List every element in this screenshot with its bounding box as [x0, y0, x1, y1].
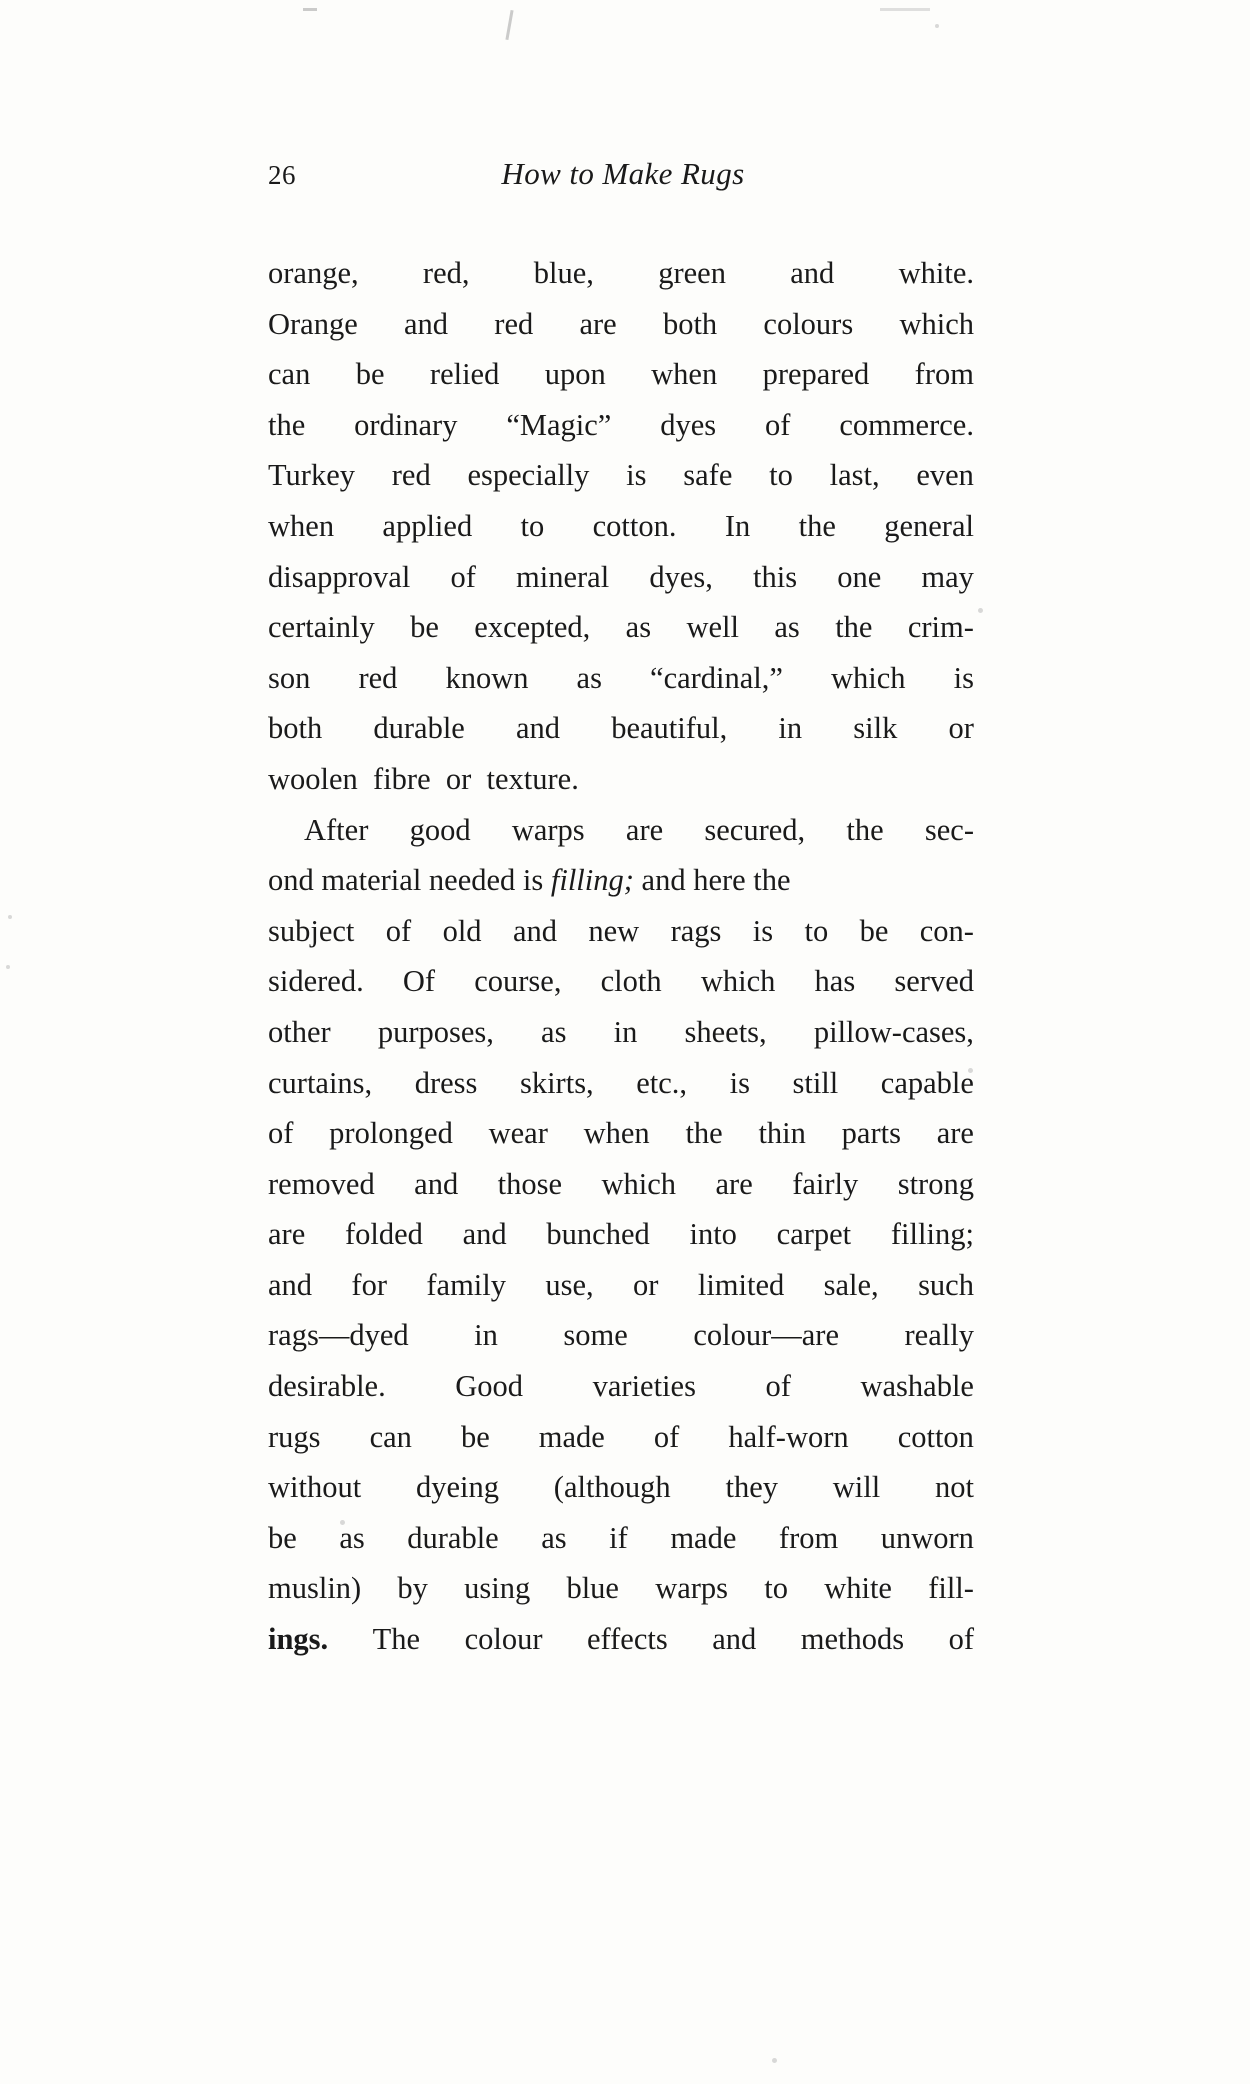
word: the	[846, 812, 884, 847]
word: last,	[829, 458, 880, 493]
word: which	[601, 1166, 677, 1201]
word: really	[904, 1318, 974, 1353]
word: as	[625, 610, 652, 645]
word: varieties	[592, 1369, 696, 1404]
text-line	[268, 1260, 974, 1311]
word: those	[497, 1166, 563, 1201]
word: into	[689, 1217, 737, 1252]
word: when	[268, 508, 335, 543]
word: can	[268, 357, 311, 392]
scan-artifact	[935, 24, 939, 28]
word: unworn	[880, 1520, 974, 1555]
word: thin	[758, 1116, 806, 1151]
word: to	[804, 913, 829, 948]
text-line	[268, 400, 974, 451]
word: is	[752, 913, 774, 948]
word: desirable.	[268, 1369, 386, 1404]
word: cotton	[897, 1419, 974, 1454]
word: especially	[467, 458, 590, 493]
word: as	[339, 1520, 365, 1555]
word: red	[494, 306, 534, 341]
word: and	[790, 256, 835, 290]
text-line	[268, 1462, 974, 1513]
word: crim-	[907, 610, 974, 645]
word: of	[385, 913, 412, 948]
word: and	[414, 1166, 459, 1201]
word: silk	[853, 711, 898, 746]
word: Of	[402, 964, 436, 999]
text-line	[268, 1513, 974, 1564]
word: in	[474, 1318, 498, 1353]
word: The	[372, 1622, 421, 1657]
word: In	[724, 508, 751, 543]
word: blue,	[533, 256, 594, 290]
word: of	[450, 559, 476, 594]
word: rags	[670, 913, 722, 948]
word: course,	[474, 964, 562, 999]
word: old	[442, 913, 482, 948]
word: Good	[455, 1369, 524, 1404]
text-line	[268, 552, 974, 603]
word: well	[686, 610, 739, 645]
word: folded	[344, 1217, 423, 1252]
text-line	[268, 653, 974, 704]
word: curtains,	[268, 1065, 373, 1100]
word: has	[814, 964, 856, 999]
word: etc.,	[636, 1065, 688, 1100]
word: dyeing	[415, 1470, 499, 1505]
word: which	[831, 660, 906, 695]
word: even	[916, 458, 974, 493]
word: by	[397, 1571, 428, 1606]
word: purposes,	[377, 1014, 494, 1049]
word: pillow-cases,	[813, 1014, 974, 1049]
word: sidered.	[268, 964, 364, 999]
word: in	[613, 1014, 638, 1049]
paragraph	[268, 248, 974, 805]
word: strong	[897, 1166, 974, 1201]
word: family	[426, 1267, 506, 1302]
word: colour—are	[693, 1318, 839, 1353]
word: still	[792, 1065, 839, 1100]
word: half-worn	[728, 1419, 849, 1454]
word: cotton.	[592, 508, 677, 543]
word: skirts,	[519, 1065, 594, 1100]
word: and	[404, 306, 449, 341]
text-line	[268, 1361, 974, 1412]
scan-artifact	[772, 2058, 777, 2063]
word: other	[268, 1014, 331, 1049]
word: of	[765, 1369, 791, 1404]
word: which	[899, 306, 974, 341]
word: filling;	[890, 1217, 974, 1252]
word: made	[670, 1520, 737, 1555]
word: secured,	[704, 812, 806, 847]
word: as	[541, 1520, 567, 1555]
word: will	[832, 1470, 881, 1505]
word: known	[445, 660, 529, 695]
word: be	[410, 610, 439, 645]
text-line	[268, 805, 974, 856]
word: “Magic”	[506, 407, 612, 442]
word: carpet	[776, 1217, 852, 1252]
word: use,	[545, 1267, 594, 1302]
word: ordinary	[354, 407, 458, 442]
word: as	[774, 610, 800, 645]
word: sale,	[823, 1267, 879, 1302]
word: methods	[800, 1622, 905, 1657]
word: to	[520, 508, 545, 543]
word: effects	[586, 1622, 668, 1657]
scan-artifact	[8, 915, 12, 919]
word: which	[700, 964, 776, 999]
word: or	[633, 1267, 659, 1302]
word: ings.	[268, 1622, 329, 1657]
word: as	[541, 1014, 567, 1049]
word: the	[798, 508, 836, 543]
word: and	[268, 1267, 313, 1302]
word: can	[369, 1419, 412, 1454]
word: be	[355, 357, 385, 392]
word: of	[948, 1622, 974, 1657]
word: this	[753, 559, 798, 594]
word: general	[884, 508, 974, 543]
word: orange,	[268, 256, 359, 290]
word: and	[712, 1622, 757, 1657]
word: After	[304, 812, 369, 847]
text-line	[268, 1007, 974, 1058]
word: to	[764, 1571, 788, 1606]
word: and	[516, 711, 561, 746]
word: white	[824, 1571, 892, 1606]
word: colour	[464, 1622, 543, 1657]
word: green	[658, 256, 726, 290]
word: sheets,	[684, 1014, 767, 1049]
paragraph	[268, 805, 974, 1665]
word: red	[358, 660, 398, 695]
word: are	[268, 1217, 306, 1252]
word: and	[512, 913, 557, 948]
running-head: How to Make Rugs	[501, 156, 745, 191]
text-line	[268, 1159, 974, 1210]
text-line	[268, 1614, 974, 1665]
word: white.	[898, 256, 974, 290]
word: upon	[544, 357, 606, 392]
word: wear	[488, 1116, 548, 1151]
word: con-	[919, 913, 974, 948]
scan-artifact	[6, 965, 10, 969]
word: warps	[511, 812, 585, 847]
word: good	[409, 812, 471, 847]
scan-artifact	[880, 8, 930, 11]
word: from	[914, 357, 974, 392]
word: the	[685, 1116, 723, 1151]
word: may	[921, 559, 974, 594]
word: of	[653, 1419, 680, 1454]
word: capable	[880, 1065, 974, 1100]
text-line	[268, 299, 974, 350]
word: blue	[566, 1571, 619, 1606]
word: some	[563, 1318, 628, 1353]
word: safe	[683, 458, 733, 493]
text-line	[268, 1310, 974, 1361]
text-line	[268, 248, 974, 299]
page-header	[268, 156, 978, 200]
word: one	[837, 559, 882, 594]
word: in	[778, 711, 803, 746]
text-line	[268, 1209, 974, 1260]
text-line	[268, 1108, 974, 1159]
word: red	[391, 458, 431, 493]
word: the	[268, 407, 306, 442]
word: durable	[407, 1520, 499, 1555]
italic-phrase: filling;	[550, 863, 634, 898]
word: cloth	[600, 964, 662, 999]
word: son	[268, 660, 311, 695]
text-line	[268, 1058, 974, 1109]
text-line	[268, 450, 974, 501]
word: made	[538, 1419, 605, 1454]
word: removed	[268, 1166, 375, 1201]
word: they	[725, 1470, 778, 1505]
word: commerce.	[839, 407, 974, 442]
text-line	[268, 703, 974, 754]
word: not	[935, 1470, 974, 1505]
word: and	[462, 1217, 507, 1252]
word: when	[651, 357, 718, 392]
word: applied	[382, 508, 473, 543]
word: bunched	[546, 1217, 650, 1252]
word: is	[729, 1065, 750, 1100]
word: (although	[553, 1470, 671, 1505]
word: or	[948, 711, 974, 746]
word: of	[765, 407, 791, 442]
word: disapproval	[268, 559, 411, 594]
text-line	[268, 956, 974, 1007]
word: is	[953, 660, 974, 695]
word: prepared	[762, 357, 870, 392]
word: such	[918, 1267, 974, 1302]
word: the	[835, 610, 873, 645]
word: new	[588, 913, 640, 948]
word: to	[769, 458, 793, 493]
word: durable	[373, 711, 465, 746]
word: fairly	[792, 1166, 859, 1201]
word: dyes,	[649, 559, 713, 594]
word: relied	[429, 357, 500, 392]
word: red,	[422, 256, 470, 290]
word: “cardinal,”	[650, 660, 783, 695]
word: be	[268, 1520, 297, 1555]
word: dress	[414, 1065, 478, 1100]
page-number: 26	[268, 160, 296, 190]
word: served	[894, 964, 974, 999]
word: using	[464, 1571, 531, 1606]
text-line	[268, 349, 974, 400]
text-line	[268, 602, 974, 653]
text-line	[268, 1563, 974, 1614]
scan-artifact	[303, 8, 317, 11]
scan-artifact	[978, 608, 983, 613]
word: of	[268, 1116, 294, 1151]
word: are	[625, 812, 664, 847]
word: for	[351, 1267, 387, 1302]
scan-artifact	[505, 10, 513, 40]
word: be	[859, 913, 889, 948]
word: without	[268, 1470, 362, 1505]
word: warps	[655, 1571, 729, 1606]
word: beautiful,	[611, 711, 728, 746]
word: when	[583, 1116, 650, 1151]
word: are	[579, 306, 617, 341]
word: if	[609, 1520, 628, 1555]
word: certainly	[268, 610, 375, 645]
word: muslin)	[268, 1571, 362, 1606]
word: both	[662, 306, 718, 341]
word: as	[576, 660, 602, 695]
word: sec-	[924, 812, 974, 847]
word: rags—dyed	[268, 1318, 409, 1353]
word: Turkey	[268, 458, 356, 493]
word: colours	[763, 306, 854, 341]
word: fill-	[928, 1571, 974, 1606]
word: parts	[841, 1116, 901, 1151]
text-line	[268, 501, 974, 552]
text-line: woolen fibre or texture.	[268, 761, 579, 796]
word: are	[715, 1166, 753, 1201]
text-line	[268, 906, 974, 957]
text-line: ond material needed is filling; and here the	[268, 863, 791, 898]
word: washable	[860, 1369, 974, 1404]
word: rugs	[268, 1419, 321, 1454]
word: are	[936, 1116, 974, 1151]
word: mineral	[516, 559, 610, 594]
word: Orange	[268, 306, 358, 341]
word: excepted,	[474, 610, 591, 645]
word: limited	[697, 1267, 785, 1302]
word: both	[268, 711, 323, 746]
word: from	[778, 1520, 839, 1555]
word: be	[460, 1419, 490, 1454]
word: dyes	[660, 407, 717, 442]
word: prolonged	[329, 1116, 453, 1151]
word: is	[626, 458, 647, 493]
word: subject	[268, 913, 355, 948]
text-line	[268, 1412, 974, 1463]
body-text	[268, 248, 974, 1665]
